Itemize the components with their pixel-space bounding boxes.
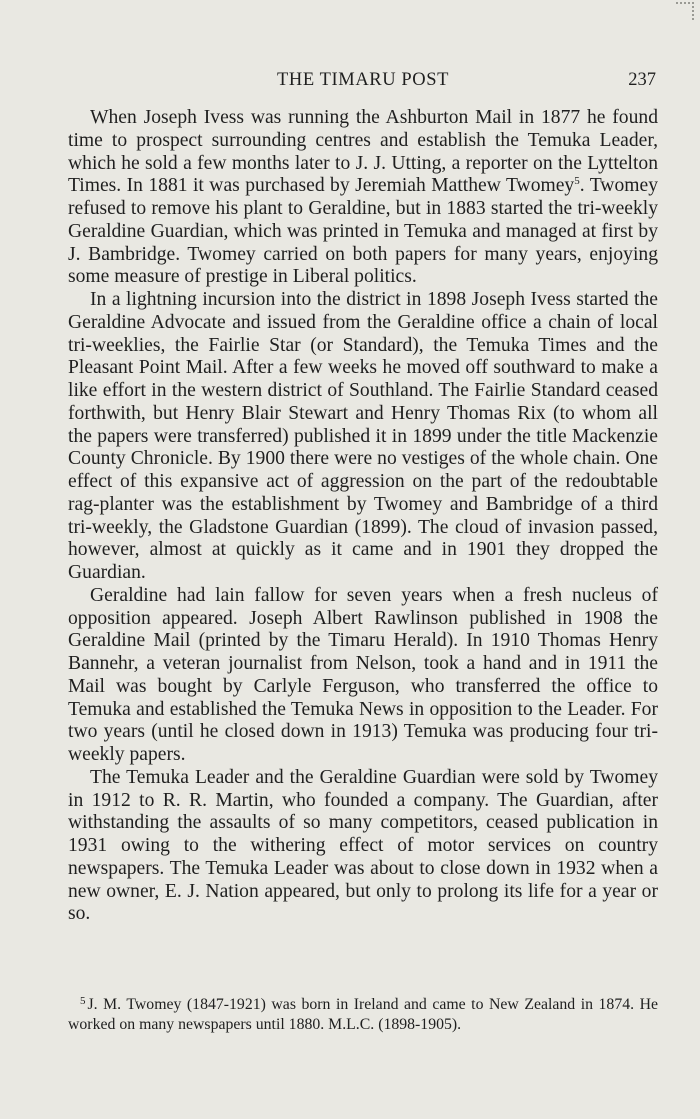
running-head: THE TIMARU POST: [276, 70, 450, 90]
paragraph-4: The Temuka Leader and the Geraldine Guardian were sold by Twomey in 1912 to R. R. Martin, who founded a company. The Guardian, after withstanding the assaults of so many competitors, ceased publication in 1931 owing to the withering effect of motor services on country newspapers. The Temuka Leader was about to close down in 1932 when a new owner, E. J. Nation appeared, but only to prolong its life for a year or so.: [68, 766, 658, 925]
footnote-text: J. M. Twomey (1847-1921) was born in Ireland and came to New Zealand in 1874. He worked on many newspapers until 1880. M.L.C. (1898-1905).: [68, 996, 658, 1033]
page-number: 237: [628, 70, 656, 90]
paragraph-2: In a lightning incursion into the district in 1898 Joseph Ivess started the Geraldine Advocate and issued from the Geraldine office a chain of local tri-weeklies, the Fairlie Star (or Standard), the Temuka Times and the Pleasant Point Mail. After a few weeks he moved off southward to make a like effort in the western district of Southland. The Fairlie Standard ceased forthwith, but Henry Blair Stewart and Henry Thomas Rix (to whom all the papers were transferred) published it in 1899 under the title Mackenzie County Chronicle. By 1900 there were no vestiges of the whole chain. One effect of this expansive act of aggression on the part of the redoubtable rag-planter was the establishment by Twomey and Bambridge of a third tri-weekly, the Gladstone Guardian (1899). The cloud of invasion passed, however, almost at quickly as it came and in 1901 they dropped the Guardian.: [68, 289, 658, 583]
scan-corner-mark: [676, 2, 694, 20]
body-text: [68, 107, 658, 926]
page-header: [68, 70, 658, 96]
paragraph-1-continuation: . Twomey refused to remove his plant to Geraldine, but in 1883 started the tri-weekly Geraldine Guardian, which was printed in Temuka and managed at first by J. Bambridge. Twomey carried on both papers for many years, enjoying some measure of prestige in Liberal politics.: [68, 175, 658, 288]
footnote-marker: 5: [80, 995, 86, 1007]
footnote: [68, 991, 658, 1035]
paragraph-1: [68, 107, 658, 289]
footnote-reference: 5: [574, 175, 580, 188]
paragraph-3: Geraldine had lain fallow for seven years when a fresh nucleus of opposition appeared. Joseph Albert Rawlinson published in 1908 the Geraldine Mail (printed by the Timaru Herald). In 1910 Thomas Henry Bannehr, a veteran journalist from Nelson, took a hand and in 1911 the Mail was bought by Carlyle Ferguson, who transferred the office to Temuka and established the Temuka News in opposition to the Leader. For two years (until he closed down in 1913) Temuka was producing four tri-weekly papers.: [68, 584, 658, 765]
paragraph-1-text: When Joseph Ivess was running the Ashburton Mail in 1877 he found time to prospect surrounding centres and establish the Temuka Leader, which he sold a few months later to J. J. Utting, a reporter on the Lyttelton Times. In 1881 it was purchased by Jeremiah Matthew Twomey: [68, 107, 658, 197]
